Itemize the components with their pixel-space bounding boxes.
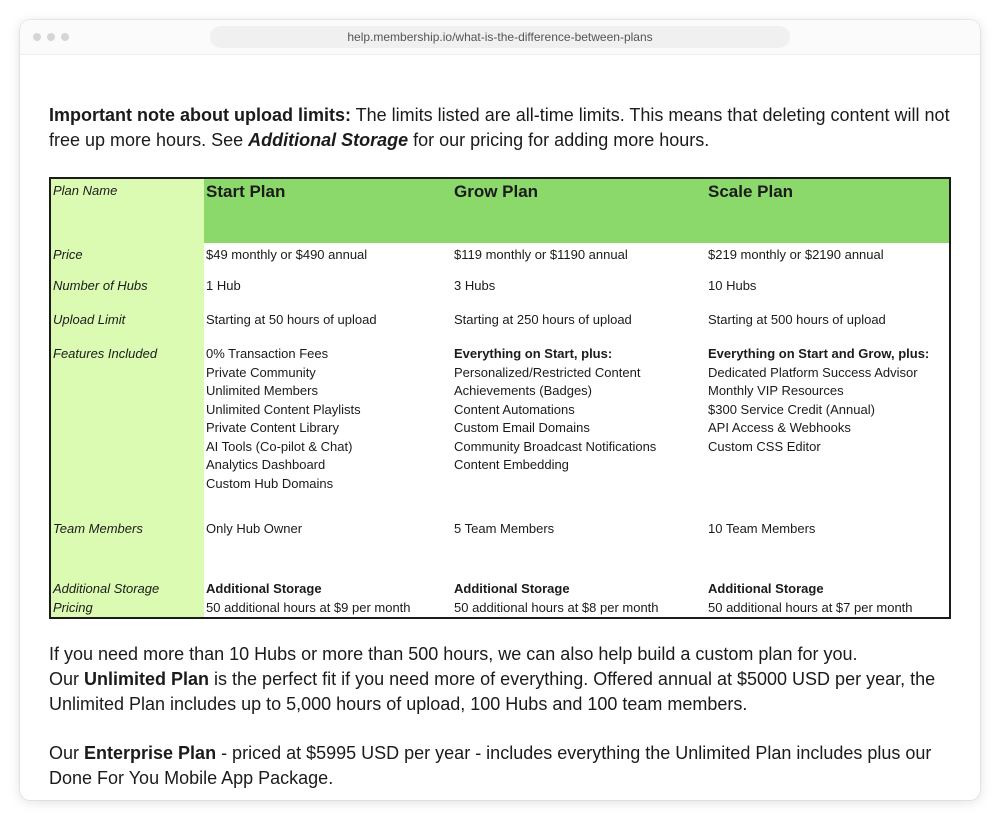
note-text-1: The limits listed are all-time limits. This means that deleting content will not free up more hours. See xyxy=(49,105,950,150)
team-label: Team Members xyxy=(50,520,204,580)
storage-heading: Additional Storage xyxy=(708,581,824,596)
table-row-upload xyxy=(50,311,950,345)
grow-hubs: 3 Hubs xyxy=(454,278,496,293)
additional-storage-link[interactable]: Additional Storage xyxy=(248,130,409,150)
feature-item: Analytics Dashboard xyxy=(206,457,326,472)
feature-item: Achievements (Badges) xyxy=(454,383,593,398)
start-price: $49 monthly or $490 annual xyxy=(206,247,368,262)
feature-item: API Access & Webhooks xyxy=(708,420,851,435)
storage-heading: Additional Storage xyxy=(454,581,570,596)
custom-plan-text: If you need more than 10 Hubs or more than 500 hours, we can also help build a custom plan for you. xyxy=(49,644,858,664)
feature-item: Monthly VIP Resources xyxy=(708,383,844,398)
feature-item: Private Community xyxy=(206,364,316,380)
plan-name-label: Plan Name xyxy=(50,178,204,243)
scale-upload: Starting at 500 hours of upload xyxy=(708,312,886,327)
unlimited-post: is the perfect fit if you need more of everything. Offered annual at $5000 USD per year, the Unlimited Plan includes up to 5,000 hours of upload, 100 Hubs and 100 team members. xyxy=(49,669,936,714)
storage-heading: Additional Storage xyxy=(206,581,322,596)
start-storage xyxy=(204,580,452,618)
note-text-2: for our pricing for adding more hours. xyxy=(408,130,710,150)
start-plan-header: Start Plan xyxy=(204,178,452,243)
browser-window xyxy=(20,20,980,800)
start-team: Only Hub Owner xyxy=(206,521,303,536)
grow-storage xyxy=(452,580,706,618)
feature-item: Custom CSS Editor xyxy=(708,438,821,454)
plan-comparison-table xyxy=(49,177,951,619)
table-row-price xyxy=(50,243,950,277)
storage-label xyxy=(50,580,204,618)
grow-storage-price: 50 additional hours at $8 per month xyxy=(454,599,659,615)
window-controls xyxy=(33,33,69,41)
price-label: Price xyxy=(50,243,204,277)
unlimited-plan-text xyxy=(49,667,951,717)
scale-features xyxy=(706,345,950,520)
scale-team: 10 Team Members xyxy=(708,521,816,536)
feature-item: Personalized/Restricted Content xyxy=(454,364,641,380)
feature-item: Custom Email Domains xyxy=(454,420,590,435)
features-label: Features Included xyxy=(50,345,204,520)
enterprise-post: - priced at $5995 USD per year - includes everything the Unlimited Plan includes plus our Done For You Mobile App Package. xyxy=(49,743,932,788)
scale-price: $219 monthly or $2190 annual xyxy=(708,247,884,262)
grow-features xyxy=(452,345,706,520)
start-features xyxy=(204,345,452,520)
maximize-window-dot[interactable] xyxy=(61,33,69,41)
address-bar[interactable]: help.membership.io/what-is-the-difference-between-plans xyxy=(210,26,790,48)
feature-item: Content Automations xyxy=(454,401,575,417)
start-hubs: 1 Hub xyxy=(206,278,241,293)
enterprise-pre: Our xyxy=(49,743,85,763)
grow-price: $119 monthly or $1190 annual xyxy=(454,247,628,262)
table-row-storage xyxy=(50,580,950,618)
start-storage-price: 50 additional hours at $9 per month xyxy=(206,599,411,615)
table-row-features xyxy=(50,345,950,520)
grow-features-heading: Everything on Start, plus: xyxy=(454,346,613,361)
browser-titlebar xyxy=(20,20,980,55)
scale-plan-header: Scale Plan xyxy=(706,178,950,243)
enterprise-plan-text xyxy=(49,741,951,791)
enterprise-plan-name: Enterprise Plan xyxy=(84,743,217,763)
upload-limits-note xyxy=(49,103,951,153)
scale-storage-price: 50 additional hours at $7 per month xyxy=(708,599,913,615)
scale-features-heading: Everything on Start and Grow, plus: xyxy=(708,346,930,361)
custom-plans-section xyxy=(49,642,951,791)
minimize-window-dot[interactable] xyxy=(47,33,55,41)
storage-label-line-1: Additional Storage xyxy=(53,581,160,596)
table-header-row xyxy=(50,178,950,243)
hubs-label: Number of Hubs xyxy=(50,277,204,311)
grow-upload: Starting at 250 hours of upload xyxy=(454,312,632,327)
feature-item: Unlimited Content Playlists xyxy=(206,401,361,417)
grow-plan-header: Grow Plan xyxy=(452,178,706,243)
unlimited-pre: Our xyxy=(49,669,85,689)
paragraph-gap xyxy=(49,717,951,741)
scale-storage xyxy=(706,580,950,618)
note-lead: Important note about upload limits: xyxy=(49,105,351,125)
start-upload: Starting at 50 hours of upload xyxy=(206,312,377,327)
feature-item: Custom Hub Domains xyxy=(206,475,334,491)
grow-team: 5 Team Members xyxy=(454,521,555,536)
feature-item: Private Content Library xyxy=(206,420,339,435)
feature-item: 0% Transaction Fees xyxy=(206,346,329,361)
table-row-team xyxy=(50,520,950,580)
storage-label-line-2: Pricing xyxy=(53,599,93,615)
close-window-dot[interactable] xyxy=(33,33,41,41)
scale-hubs: 10 Hubs xyxy=(708,278,757,293)
feature-item: Dedicated Platform Success Advisor xyxy=(708,364,918,380)
feature-item: Community Broadcast Notifications xyxy=(454,438,657,454)
feature-item: AI Tools (Co-pilot & Chat) xyxy=(206,438,353,454)
table-row-hubs xyxy=(50,277,950,311)
upload-label: Upload Limit xyxy=(50,311,204,345)
feature-item: Content Embedding xyxy=(454,457,569,472)
unlimited-plan-name: Unlimited Plan xyxy=(84,669,210,689)
feature-item: Unlimited Members xyxy=(206,383,318,398)
feature-item: $300 Service Credit (Annual) xyxy=(708,401,875,417)
